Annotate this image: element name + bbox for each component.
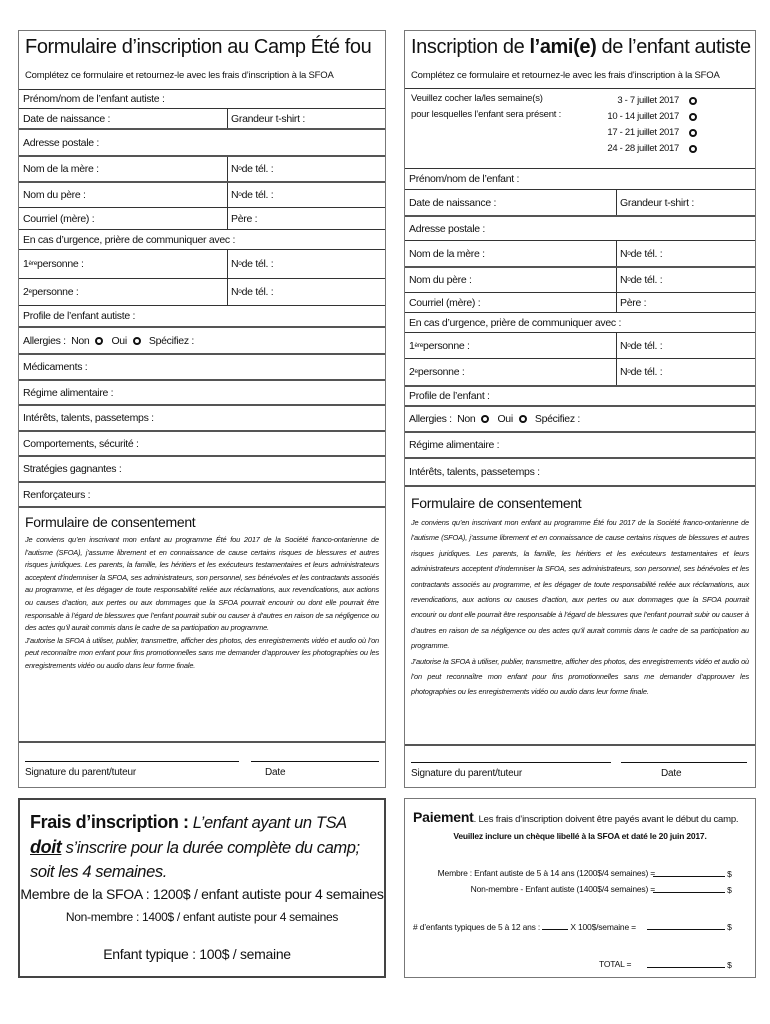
- field-label: 2 e personne :: [23, 286, 79, 298]
- field-mother-row[interactable]: [19, 155, 385, 181]
- week-option[interactable]: 3 - 7 juillet 2017: [607, 93, 697, 109]
- emergency-heading: [405, 312, 755, 332]
- field-label: N o de tél. :: [231, 286, 274, 298]
- payment-total-label: TOTAL =: [599, 959, 632, 969]
- field-address[interactable]: [405, 215, 755, 240]
- consent-section: [405, 485, 755, 789]
- field-label: Nom du père :: [409, 274, 472, 286]
- field-label: 1 ère personne :: [409, 339, 470, 352]
- left-form-title: Formulaire d’inscription au Camp Été fou: [25, 36, 372, 58]
- profile-heading: [19, 305, 385, 326]
- field-label: Profile de l’enfant :: [409, 390, 490, 402]
- consent-text: Je conviens qu’en inscrivant mon enfant au programme Été fou 2017 de la Société franco-ontarienne de l’autisme (SFOA), j’assume librement et en connaissance de cause certains risques de blessures et autres risques juridiques. Les parents, la famille, les héritiers et les exécuteurs testamentaires et leurs administrateurs acceptent d’indemniser la SFOA, ses administrateurs, son personnel, ses bénévoles et les contractants associés au programme, et les dégager de toute responsabilité reliée aux réclamations, aux revendications, aux actions ou causes d’action, aux pertes ou aux dommages que la SFOA pourrait encourir ou dont elle pourrait être responsable à l’égard de blessures que l’enfant pourrait subir ou causer à d’autres en raison de sa négligence ou des actes qu’il aurait commis dans le cadre de sa participation au programme. J’autorise la SFOA à utiliser, publier, transmettre, afficher des photos, des enregistrements vidéo et audio où l’on peut reconnaître mon enfant pour fins promotionnelles sans me demander d’approuver les photographies ou les enregistrements vidéo ou audio dans leur forme finale.: [411, 518, 749, 697]
- payment-member-row: Membre : Enfant autiste de 5 à 14 ans (1200$/4 semaines) =: [437, 868, 655, 878]
- date-label: Date: [661, 768, 682, 779]
- signature-line[interactable]: [25, 761, 239, 762]
- field-label: Régime alimentaire :: [23, 386, 114, 399]
- fees-title: Frais d’inscription : L’enfant ayant un TSA doit s’inscrire pour la durée complète du camp; soit les 4 semaines.: [30, 812, 360, 881]
- field-label: Prénom/nom de l’enfant :: [409, 173, 520, 185]
- right-form-title: Inscription de l’ami(e) de l’enfant autiste: [411, 36, 751, 58]
- field-label: Courriel (mère) :: [409, 296, 481, 309]
- left-form-subtitle: Complétez ce formulaire et retournez-le avec les frais d’inscription à la SFOA: [25, 70, 334, 81]
- emergency-heading: [19, 229, 385, 249]
- left-registration-form: [18, 30, 386, 788]
- consent-title: Formulaire de consentement: [25, 514, 196, 530]
- field-label: Renforçateurs :: [23, 488, 91, 501]
- radio-yes-icon[interactable]: [133, 337, 141, 345]
- consent-text: Je conviens qu’en inscrivant mon enfant au programme Été fou 2017 de la Société franco-ontarienne de l’autisme (SFOA), j’assume librement et en connaissance de cause certains risques de blessures et autres risques juridiques. Les parents, la famille, les héritiers et les exécuteurs testamentaires et leurs administrateurs acceptent d’indemniser la SFOA, ses administrateurs, son personnel, ses bénévoles et les contractants associés au programme, et les dégager de toute responsabilité reliée aux réclamations, aux revendications, aux actions ou causes d’action, aux pertes ou aux dommages que la SFOA pourrait encourir ou dont elle pourrait être responsable à l’égard de blessures que l’enfant pourrait subir ou causer à d’autres en raison de sa négligence ou des actes qu’il aurait commis dans le cadre de sa participation au programme. J’autorise la SFOA à utiliser, publier, transmettre, afficher des photos, des enregistrements vidéo et audio où l’on peut reconnaître mon enfant pour fins promotionnelles sans me demander d’approuver les photographies ou les enregistrements vidéo ou audio dans leur forme finale.: [25, 535, 379, 670]
- week-option[interactable]: 24 - 28 juillet 2017: [607, 141, 697, 157]
- field-reinforcers[interactable]: [19, 481, 385, 506]
- date-line[interactable]: [621, 762, 747, 763]
- checkbox-circle-icon[interactable]: [689, 113, 697, 121]
- field-label: Père :: [620, 296, 647, 309]
- payment-note: Veuillez inclure un chèque libellé à la SFOA et daté le 20 juin 2017.: [453, 831, 707, 841]
- field-label: Intérêts, talents, passetemps :: [409, 466, 540, 478]
- field-label: Nom de la mère :: [23, 163, 99, 175]
- payment-total-amount[interactable]: $: [647, 959, 732, 970]
- field-birth-date-row[interactable]: [19, 108, 385, 128]
- field-label: Médicaments :: [23, 361, 88, 373]
- field-label: Courriel (mère) :: [23, 212, 95, 225]
- field-label: Date de naissance :: [23, 112, 111, 125]
- weeks-list: [607, 93, 697, 157]
- signature-label: Signature du parent/tuteur: [25, 767, 136, 778]
- field-first-contact-row[interactable]: [19, 249, 385, 278]
- field-father-row[interactable]: [405, 266, 755, 292]
- payment-box: [404, 798, 756, 978]
- signature-label: Signature du parent/tuteur: [411, 768, 522, 779]
- checkbox-circle-icon[interactable]: [689, 129, 697, 137]
- field-label: N o de tél. :: [231, 189, 274, 201]
- field-label: Profile de l’enfant autiste :: [23, 310, 136, 322]
- field-label: Intérêts, talents, passetemps :: [23, 412, 154, 424]
- payment-typical-row: # d’enfants typiques de 5 à 12 ans : X 100$/semaine =: [413, 922, 636, 932]
- field-label: N o de tél. :: [620, 247, 663, 260]
- field-label: Grandeur t-shirt :: [231, 112, 305, 125]
- radio-no-icon[interactable]: [95, 337, 103, 345]
- field-label: Adresse postale :: [409, 222, 486, 235]
- field-father-row[interactable]: [19, 181, 385, 207]
- payment-typical-amount[interactable]: $: [647, 921, 732, 932]
- field-label: N o de tél. :: [231, 163, 274, 175]
- field-second-contact-row[interactable]: [19, 278, 385, 305]
- right-registration-form: [404, 30, 756, 788]
- field-label: Comportements, sécurité :: [23, 437, 139, 450]
- field-label: Père :: [231, 212, 258, 225]
- payment-title: Paiement. Les frais d’inscription doivent être payés avant le début du camp.: [413, 809, 739, 825]
- weeks-label: Veuillez cocher la/les semaine(s) pour lesquelles l’enfant sera présent :: [411, 93, 562, 120]
- field-label: Stratégies gagnantes :: [23, 463, 122, 475]
- field-allergies-row[interactable]: [405, 405, 755, 431]
- checkbox-circle-icon[interactable]: [689, 97, 697, 105]
- field-email-row[interactable]: [19, 207, 385, 229]
- consent-title: Formulaire de consentement: [411, 495, 582, 511]
- week-option[interactable]: 17 - 21 juillet 2017: [607, 125, 697, 141]
- field-medications[interactable]: [19, 353, 385, 379]
- typical-count-field[interactable]: [542, 921, 568, 930]
- field-label: N o de tél. :: [620, 339, 663, 352]
- field-allergies-row[interactable]: [19, 326, 385, 353]
- field-label: Allergies : Non Oui Spécifiez :: [23, 334, 195, 347]
- field-child-name[interactable]: [405, 168, 755, 189]
- consent-section: [19, 506, 385, 789]
- field-label: N o de tél. :: [620, 366, 663, 378]
- field-first-contact-row[interactable]: [405, 332, 755, 358]
- radio-no-icon[interactable]: [481, 415, 489, 423]
- fees-box: [18, 798, 386, 978]
- field-interests[interactable]: [405, 457, 755, 485]
- field-child-name[interactable]: [19, 89, 385, 108]
- payment-member-amount[interactable]: $: [653, 868, 732, 879]
- field-birth-date-row[interactable]: [405, 189, 755, 215]
- payment-non-member-row: Non-membre - Enfant autiste (1400$/4 semaines) =: [470, 884, 655, 894]
- profile-heading: [405, 385, 755, 405]
- fee-typical: Enfant typique : 100$ / semaine: [103, 946, 291, 962]
- field-label: En cas d’urgence, prière de communiquer avec :: [23, 233, 236, 246]
- field-strategies[interactable]: [19, 455, 385, 481]
- field-interests[interactable]: [19, 404, 385, 430]
- field-label: 2 e personne :: [409, 366, 465, 378]
- field-label: Date de naissance :: [409, 196, 497, 209]
- field-label: Nom du père :: [23, 189, 86, 201]
- fee-non-member: Non-membre : 1400$ / enfant autiste pour 4 semaines: [65, 910, 339, 924]
- date-line[interactable]: [251, 761, 379, 762]
- weeks-section: [405, 88, 755, 168]
- field-diet[interactable]: [405, 431, 755, 457]
- field-label: Prénom/nom de l’enfant autiste :: [23, 93, 165, 105]
- field-second-contact-row[interactable]: [405, 358, 755, 385]
- field-label: Allergies : Non Oui Spécifiez :: [409, 413, 581, 425]
- checkbox-circle-icon[interactable]: [689, 145, 697, 153]
- field-address[interactable]: [19, 128, 385, 155]
- field-mother-row[interactable]: [405, 240, 755, 266]
- field-label: Grandeur t-shirt :: [620, 196, 694, 209]
- field-behaviour[interactable]: [19, 430, 385, 455]
- signature-line[interactable]: [411, 762, 611, 763]
- week-option[interactable]: 10 - 14 juillet 2017: [607, 109, 697, 125]
- field-diet[interactable]: [19, 379, 385, 404]
- field-label: Adresse postale :: [23, 136, 100, 149]
- field-label: Régime alimentaire :: [409, 439, 500, 451]
- fee-member: Membre de la SFOA : 1200$ / enfant autiste pour 4 semaines: [20, 886, 384, 902]
- right-form-subtitle: Complétez ce formulaire et retournez-le avec les frais d’inscription à la SFOA: [411, 70, 720, 81]
- field-label: N o de tél. :: [620, 274, 663, 286]
- field-label: En cas d’urgence, prière de communiquer avec :: [409, 316, 622, 329]
- payment-non-member-amount[interactable]: $: [653, 884, 732, 895]
- field-email-row[interactable]: [405, 292, 755, 312]
- field-label: 1 ère personne :: [23, 258, 84, 270]
- radio-yes-icon[interactable]: [519, 415, 527, 423]
- date-label: Date: [265, 767, 286, 778]
- field-label: N o de tél. :: [231, 258, 274, 270]
- field-label: Nom de la mère :: [409, 247, 485, 260]
